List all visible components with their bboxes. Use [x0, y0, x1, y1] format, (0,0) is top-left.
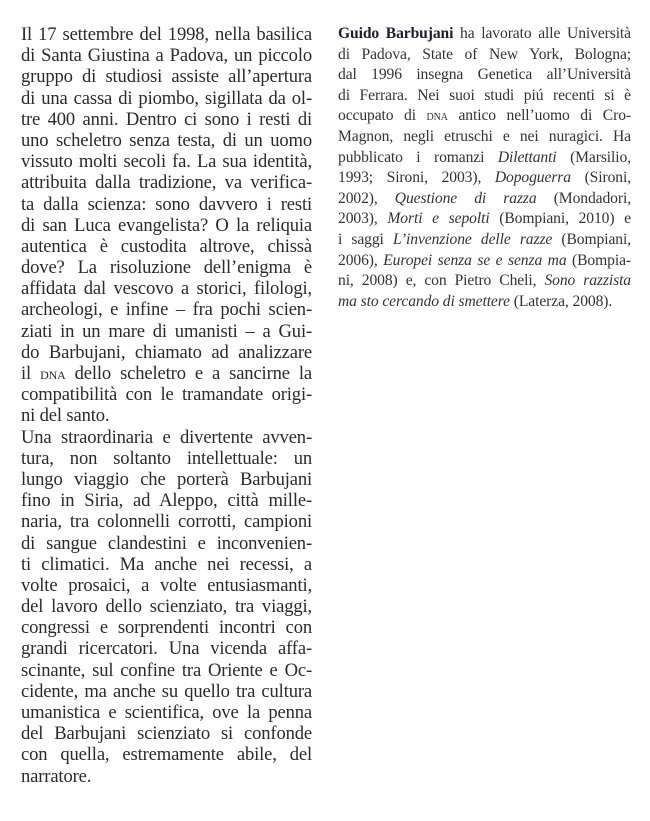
book-synopsis: [21, 24, 312, 787]
synopsis-line: archeologi, e infine – fra pochi scien-: [21, 299, 312, 321]
book-title: Morti e sepolti: [387, 210, 490, 228]
text: i saggi: [338, 230, 393, 248]
bio-line: [338, 230, 631, 251]
bio-line: [338, 189, 631, 210]
book-title: Dilettanti: [497, 148, 557, 166]
book-title: Dopoguerra: [494, 169, 571, 187]
synopsis-line: di sangue clandestini e inconvenien-: [21, 532, 312, 554]
bio-line: [338, 106, 631, 127]
synopsis-line: dove? La risoluzione dell’enigma è: [21, 257, 312, 279]
synopsis-line: gruppo di studiosi assiste all’apertura: [21, 66, 312, 88]
synopsis-line: con quella, estremamente abile, del: [21, 744, 312, 766]
text: 2002),: [338, 189, 395, 207]
synopsis-line: autentica è custodita altrove, chissà: [21, 235, 312, 257]
synopsis-line: do Barbujani, chiamato ad analizzare: [21, 341, 312, 363]
synopsis-line: tura, non soltanto intellettuale: un: [21, 447, 312, 469]
text: dello scheletro e a sancirne la: [65, 363, 312, 384]
synopsis-line: congressi e sorprendenti incontri con: [21, 617, 312, 639]
bio-line: [338, 168, 631, 189]
book-title: L’invenzione delle razze: [392, 230, 553, 248]
synopsis-line: di san Luca evangelista? O la reliquia: [21, 214, 312, 236]
synopsis-line: tre 400 anni. Dentro ci sono i resti di: [21, 108, 312, 130]
text: (Sironi,: [570, 169, 631, 187]
bio-line: Magnon, negli etruschi e nei nuragici. Ha: [338, 127, 631, 145]
text: (Bompiani, 2010) e: [489, 210, 632, 228]
bio-line: [338, 148, 631, 169]
synopsis-line: del lavoro dello scienziato, tra viaggi,: [21, 596, 312, 618]
book-title: Questione di razza: [394, 189, 537, 207]
text: 2003),: [338, 210, 388, 228]
text: occupato di: [338, 107, 427, 125]
text: ni, 2008) e, con Pietro Cheli,: [338, 272, 545, 290]
text: ha lavorato alle Università: [453, 25, 631, 42]
synopsis-line: ti climatici. Ma anche nei recessi, a: [21, 553, 312, 575]
synopsis-line: lungo viaggio che porterà Barbujani: [21, 468, 312, 490]
text: (Mondadori,: [536, 189, 631, 207]
synopsis-line: cidente, ma anche su quello tra cultura: [21, 680, 312, 702]
synopsis-line: di una cassa di piombo, sigillata da ol-: [21, 87, 312, 109]
synopsis-line: Una straordinaria e divertente avven-: [21, 426, 312, 448]
synopsis-line: ziati in un mare di umanisti – a Gui-: [21, 320, 312, 342]
book-title: Europei senza se e senza ma: [383, 251, 567, 269]
dna-abbrev: dna: [40, 364, 66, 383]
bio-line: di Padova, State of New York, Bologna;: [338, 45, 631, 63]
synopsis-line: volte prosaici, a volte entusiasmanti,: [21, 574, 312, 596]
synopsis-line: Il 17 settembre del 1998, nella basilica: [21, 24, 312, 45]
synopsis-line: naria, tra colonnelli corrotti, campioni: [21, 511, 312, 533]
text: (Bompiani,: [552, 230, 631, 248]
text: (Marsilio,: [556, 148, 632, 166]
bio-line: di Ferrara. Nei suoi studi piú recenti si è: [338, 86, 631, 104]
text: 1993; Sironi, 2003),: [338, 169, 495, 187]
text: (Bompia-: [566, 251, 631, 269]
book-title: ma sto cercando di smettere: [338, 292, 510, 310]
text: il: [21, 363, 41, 384]
synopsis-line: vissuto molti secoli fa. La sua identità,: [21, 151, 312, 173]
text: antico nell’uomo di Cro-: [447, 107, 631, 125]
text: 2006),: [338, 251, 384, 269]
author-bio: [338, 24, 631, 312]
synopsis-line: umanistica e scientifica, ove la penna: [21, 702, 312, 723]
synopsis-line: di Santa Giustina a Padova, un piccolo: [21, 45, 312, 67]
synopsis-line: ta dalla scienza: sono davvero i resti: [21, 193, 312, 215]
synopsis-line: affidata dal vescovo a storici, filologi,: [21, 278, 312, 300]
synopsis-line: del Barbujani scienziato si confonde: [21, 723, 312, 745]
text: pubblicato i romanzi: [338, 148, 498, 166]
synopsis-line: ni del santo.: [21, 405, 110, 427]
synopsis-line: narratore.: [21, 765, 92, 787]
synopsis-line: grandi ricercatori. Una vicenda affa-: [21, 638, 312, 660]
synopsis-line: compatibilità con le tramandate origi-: [21, 384, 312, 406]
synopsis-line: fino in Siria, ad Aleppo, città mille-: [21, 490, 312, 512]
synopsis-line: scinante, sul confine tra Oriente e Oc-: [21, 659, 312, 681]
bio-line: [338, 292, 631, 313]
book-title: Sono razzista: [544, 272, 631, 290]
bio-line: dal 1996 insegna Genetica all’Università: [338, 66, 631, 84]
text: (Laterza, 2008).: [509, 292, 613, 310]
bio-line: [338, 271, 631, 292]
synopsis-line: uno scheletro senza testa, di un uomo: [21, 129, 312, 151]
bio-line: [338, 251, 631, 272]
author-name: Guido Barbujani: [338, 25, 454, 42]
bio-line: [338, 209, 631, 230]
synopsis-line: attribuita dalla tradizione, va verifica-: [21, 172, 312, 194]
synopsis-line: [21, 363, 312, 384]
dna-abbrev: dna: [426, 108, 448, 125]
bio-line: [338, 24, 631, 45]
